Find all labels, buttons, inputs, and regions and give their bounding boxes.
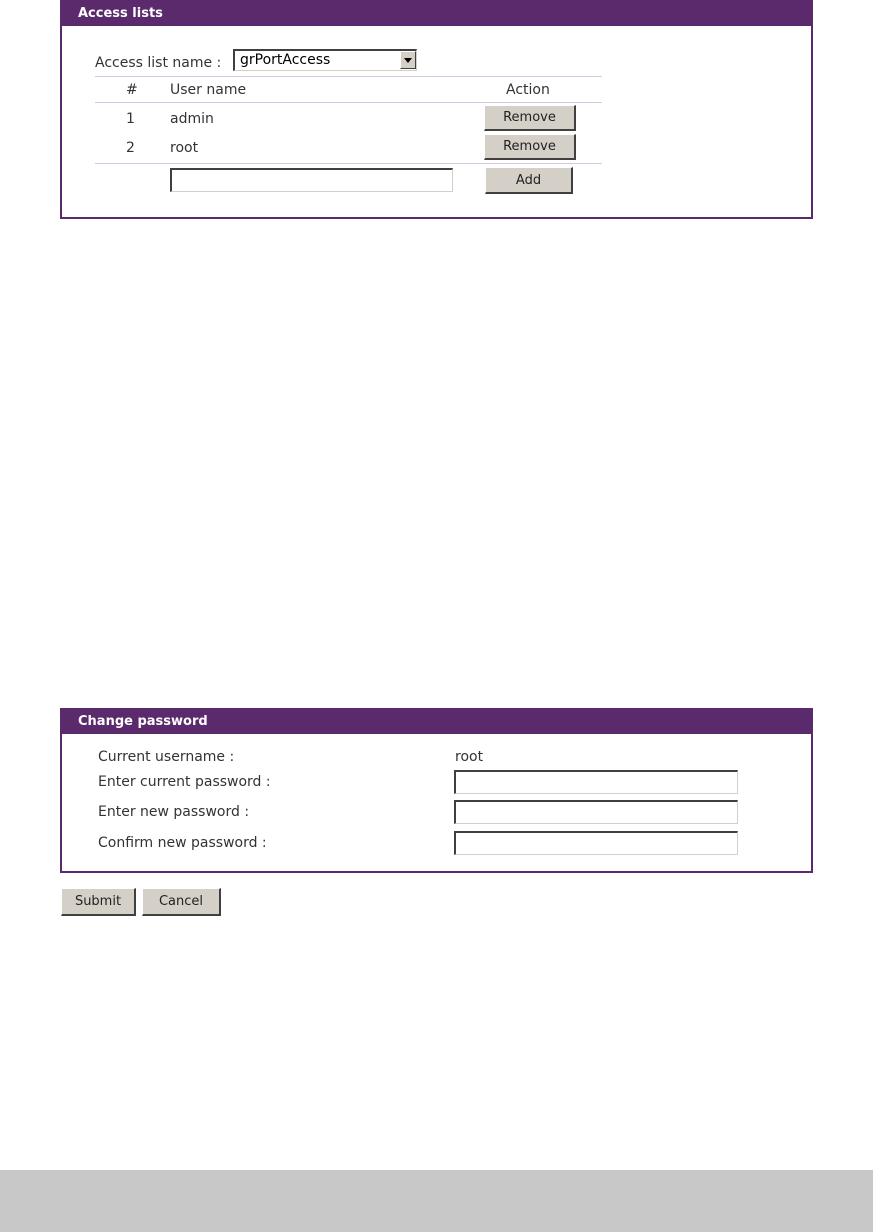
add-user-button[interactable]: Add [485, 167, 573, 194]
new-user-input[interactable] [170, 168, 453, 192]
table-bottom-divider [95, 163, 602, 164]
new-password-field[interactable] [454, 800, 738, 824]
access-list-name-select[interactable] [233, 49, 417, 71]
new-password-label: Enter new password : [98, 804, 250, 820]
access-lists-title: Access lists [62, 2, 811, 26]
column-header-user-name: User name [170, 82, 247, 98]
row-1-user-name: admin [170, 111, 214, 127]
access-list-name-value: grPortAccess [240, 52, 331, 68]
column-header-action: Action [506, 82, 550, 98]
footer-bar [0, 1170, 873, 1232]
row-2-number: 2 [126, 140, 135, 156]
current-username-label: Current username : [98, 749, 235, 765]
confirm-password-field[interactable] [454, 831, 738, 855]
confirm-password-label: Confirm new password : [98, 835, 267, 851]
chevron-down-icon[interactable] [400, 51, 416, 69]
current-username-value: root [455, 749, 484, 765]
current-password-field[interactable] [454, 770, 738, 794]
submit-button[interactable]: Submit [61, 888, 136, 916]
row-2-user-name: root [170, 140, 199, 156]
row-1-number: 1 [126, 111, 135, 127]
column-header-number: # [126, 82, 138, 98]
remove-admin-button[interactable]: Remove [484, 105, 576, 131]
table-header-divider [95, 102, 602, 103]
access-list-name-label: Access list name : [95, 55, 222, 71]
current-password-label: Enter current password : [98, 774, 271, 790]
remove-root-button[interactable]: Remove [484, 134, 576, 160]
change-password-title: Change password [62, 710, 811, 734]
table-top-divider [95, 76, 602, 77]
cancel-button[interactable]: Cancel [142, 888, 221, 916]
